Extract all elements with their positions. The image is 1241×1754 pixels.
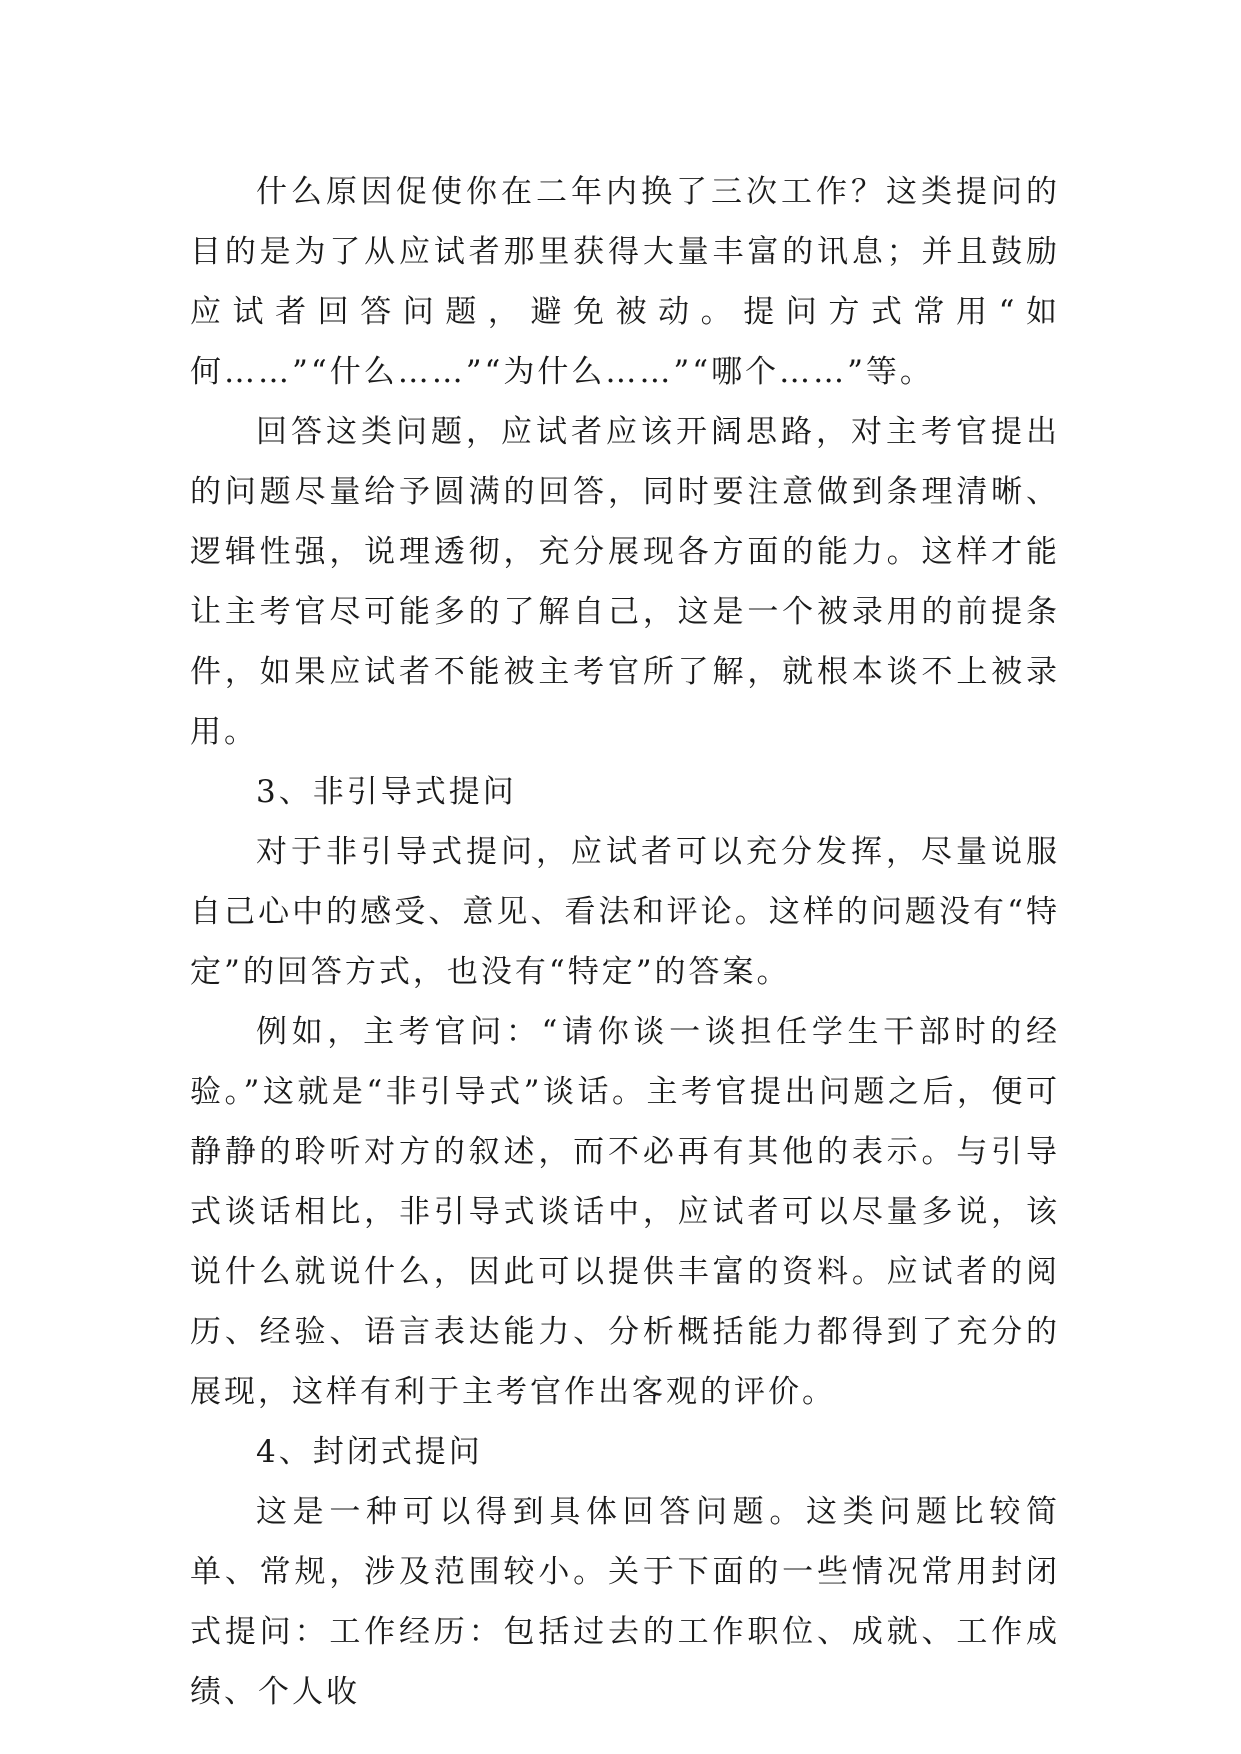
paragraph-closed-question: 这是一种可以得到具体回答问题。这类问题比较简单、常规，涉及范围较小。关于下面的一些情况常用封闭式提问：工作经历：包括过去的工作职位、成就、工作成绩、个人收 [190,1494,1060,1710]
heading-non-guided-question: 3、非引导式提问 [256,774,517,810]
document-body [190,162,1060,1722]
heading-closed-question: 4、封闭式提问 [256,1434,483,1470]
paragraph-non-guided-example: 例如，主考官问：“请你谈一谈担任学生干部时的经验。”这就是“非引导式”谈话。主考官提出问题之后，便可静静的聆听对方的叙述，而不必再有其他的表示。与引导式谈话相比，非引导式谈话中，应试者可以尽量多说，该说什么就说什么，因此可以提供丰富的资料。应试者的阅历、经验、语言表达能力、分析概括能力都得到了充分的展现，这样有利于主考官作出客观的评价。 [190,1014,1060,1410]
paragraph-question-purpose: 什么原因促使你在二年内换了三次工作？这类提问的目的是为了从应试者那里获得大量丰富的讯息；并且鼓励应试者回答问题，避免被动。提问方式常用“如何……”“什么……”“为什么……”“哪个……”等。 [190,174,1060,390]
paragraph-answer-advice: 回答这类问题，应试者应该开阔思路，对主考官提出的问题尽量给予圆满的回答，同时要注意做到条理清晰、逻辑性强，说理透彻，充分展现各方面的能力。这样才能让主考官尽可能多的了解自己，这是一个被录用的前提条件，如果应试者不能被主考官所了解，就根本谈不上被录用。 [190,414,1060,750]
paragraph-non-guided-intro: 对于非引导式提问，应试者可以充分发挥，尽量说服自己心中的感受、意见、看法和评论。这样的问题没有“特定”的回答方式，也没有“特定”的答案。 [190,834,1060,990]
